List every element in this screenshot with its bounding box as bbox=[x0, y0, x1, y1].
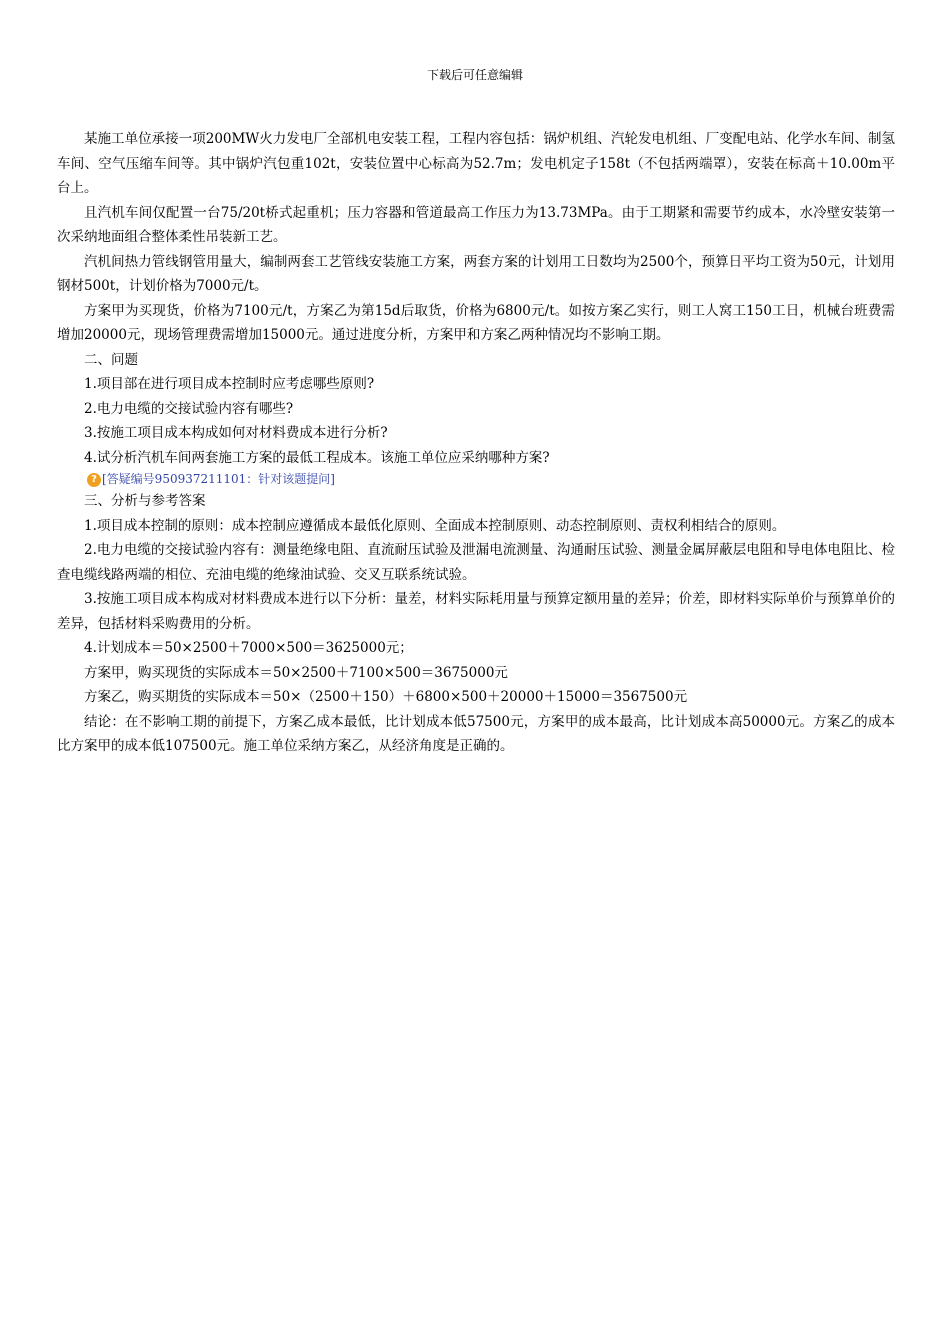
question-item: 1.项目部在进行项目成本控制时应考虑哪些原则? bbox=[84, 376, 375, 392]
document-body bbox=[57, 127, 895, 759]
answer-plan-a: 方案甲，购买现货的实际成本＝50×2500＋7100×500＝3675000元 bbox=[84, 664, 508, 681]
answer-plan-b: 方案乙，购买期货的实际成本＝50×（2500＋150）＋6800×500＋20000＋15000＝3567500元 bbox=[84, 689, 688, 705]
page-header: 下载后可任意编辑 bbox=[426, 68, 523, 82]
background-paragraph: 汽机间热力管线钢管用量大，编制两套工艺管线安装施工方案，两套方案的计划用工日数均为2500个，预算日平均工资为50元，计划用钢材500t，计划价格为7000元/t。 bbox=[57, 253, 895, 294]
qa-link[interactable] bbox=[57, 470, 895, 489]
questions-heading: 二、问题 bbox=[84, 351, 138, 368]
answers-heading: 三、分析与参考答案 bbox=[84, 493, 206, 509]
background-paragraph: 某施工单位承接一项200MW火力发电厂全部机电安装工程，工程内容包括：锅炉机组、汽轮发电机组、厂变配电站、化学水车间、制氢车间、空气压缩车间等。其中锅炉汽包重102t，安装位置中心标高为52.7m；发电机定子158t（不包括两端罩），安装在标高＋10.00m平台上。 bbox=[57, 131, 895, 196]
question-item: 2.电力电缆的交接试验内容有哪些? bbox=[84, 400, 294, 417]
background-paragraph: 且汽机车间仅配置一台75/20t桥式起重机；压力容器和管道最高工作压力为13.73MPa。由于工期紧和需要节约成本，水冷壁安装第一次采纳地面组合整体柔性吊装新工艺。 bbox=[57, 204, 895, 245]
answer-item: 1.项目成本控制的原则：成本控制应遵循成本最低化原则、全面成本控制原则、动态控制原则、责权利相结合的原则。 bbox=[84, 517, 786, 534]
answer-item: 2.电力电缆的交接试验内容有：测量绝缘电阻、直流耐压试验及泄漏电流测量、沟通耐压试验、测量金属屏蔽层电阻和导电体电阻比、检查电缆线路两端的相位、充油电缆的绝缘油试验、交叉互联系统试验。 bbox=[57, 542, 895, 583]
answer-conclusion: 结论：在不影响工期的前提下，方案乙成本最低，比计划成本低57500元，方案甲的成本最高，比计划成本高50000元。方案乙的成本比方案甲的成本低107500元。施工单位采纳方案乙，从经济角度是正确的。 bbox=[57, 713, 895, 754]
qa-link-text[interactable]: [答疑编号950937211101：针对该题提问] bbox=[102, 472, 335, 486]
question-item: 4.试分析汽机车间两套施工方案的最低工程成本。该施工单位应采纳哪种方案? bbox=[84, 449, 550, 466]
answer-item: 3.按施工项目成本构成对材料费成本进行以下分析：量差，材料实际耗用量与预算定额用量的差异；价差，即材料实际单价与预算单价的差异，包括材料采购费用的分析。 bbox=[57, 591, 895, 632]
answer-item: 4.计划成本＝50×2500＋7000×500＝3625000元； bbox=[84, 640, 413, 656]
question-item: 3.按施工项目成本构成如何对材料费成本进行分析? bbox=[84, 425, 388, 441]
background-paragraph: 方案甲为买现货，价格为7100元/t，方案乙为第15d后取货，价格为6800元/t。如按方案乙实行，则工人窝工150工日，机械台班费需增加20000元，现场管理费需增加15000元。通过进度分析，方案甲和方案乙两种情况均不影响工期。 bbox=[57, 302, 895, 343]
help-icon: ? bbox=[87, 473, 101, 487]
